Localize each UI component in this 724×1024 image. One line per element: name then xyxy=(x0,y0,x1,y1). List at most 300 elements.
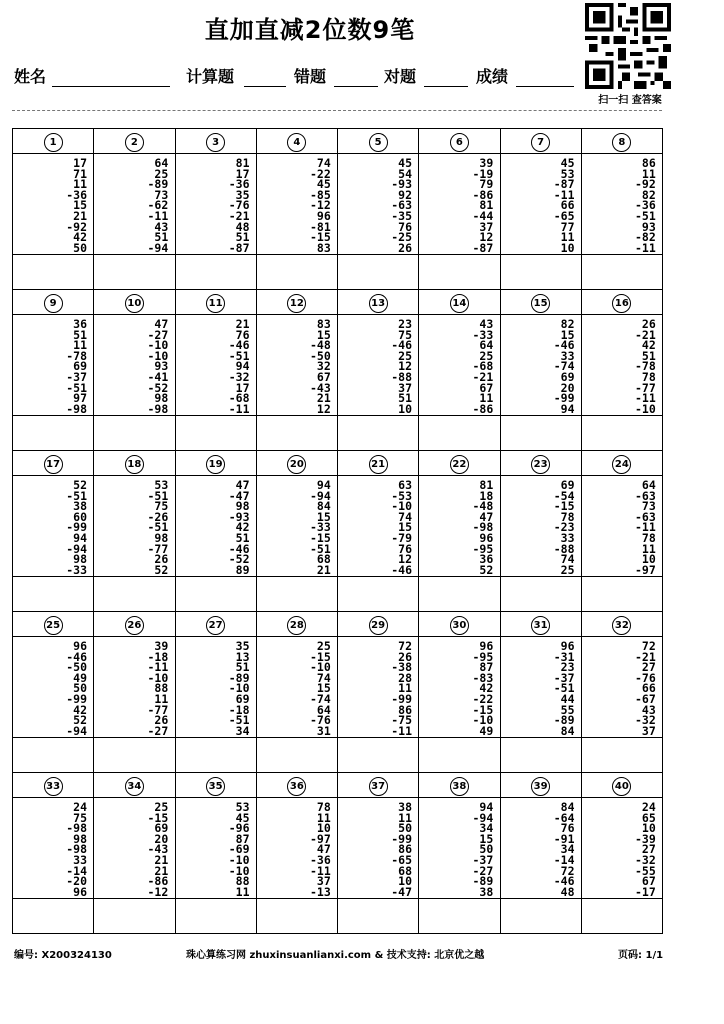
problem-value: 10 xyxy=(398,874,412,889)
problem-value: -91 xyxy=(553,831,575,846)
problem-value: -32 xyxy=(634,713,656,728)
problem-numbers-cell xyxy=(581,798,662,899)
problem-value: -23 xyxy=(553,520,575,535)
answer-cell[interactable] xyxy=(175,577,256,612)
problem-value: 11 xyxy=(398,810,412,825)
answer-cell[interactable] xyxy=(419,738,500,773)
problem-value: -87 xyxy=(553,177,575,192)
problem-value: -21 xyxy=(634,649,656,664)
problem-value: 34 xyxy=(235,723,250,738)
problem-value: -46 xyxy=(553,874,575,889)
answer-cell[interactable] xyxy=(94,738,175,773)
problem-value: -87 xyxy=(228,240,250,255)
problem-value: 72 xyxy=(398,639,412,653)
answer-cell[interactable] xyxy=(338,255,419,290)
problem-value: 45 xyxy=(316,177,331,192)
problem-column xyxy=(437,480,493,575)
problem-value: 53 xyxy=(560,166,575,181)
problem-value: -11 xyxy=(147,660,169,675)
problem-value: 63 xyxy=(398,478,412,492)
problem-value: -65 xyxy=(391,852,412,867)
problem-value: -11 xyxy=(634,520,656,535)
problem-value: 51 xyxy=(235,530,250,545)
problem-numbers-cell xyxy=(581,476,662,577)
problem-value: -99 xyxy=(391,691,412,706)
problem-number-cell xyxy=(581,773,662,798)
problem-value: 25 xyxy=(154,800,169,814)
problem-value: -38 xyxy=(391,660,412,675)
problem-column xyxy=(600,641,656,736)
problem-value: -94 xyxy=(66,723,87,738)
problem-number-cell xyxy=(175,290,256,315)
problem-value: -96 xyxy=(228,821,250,836)
problem-value: 96 xyxy=(316,208,331,223)
problem-value: -76 xyxy=(309,713,331,728)
problem-value: 67 xyxy=(316,369,331,384)
answer-cell[interactable] xyxy=(175,738,256,773)
answer-cell[interactable] xyxy=(419,416,500,451)
problem-number: 36 xyxy=(287,777,306,796)
problem-value: 78 xyxy=(560,509,575,524)
problem-number: 37 xyxy=(369,777,388,796)
problem-value: 34 xyxy=(479,821,494,836)
answer-cell[interactable] xyxy=(500,577,581,612)
answer-cell[interactable] xyxy=(256,577,337,612)
problem-number-cell xyxy=(338,129,419,154)
problem-value: 86 xyxy=(641,156,656,170)
problem-value: 49 xyxy=(479,723,494,738)
problem-value: 25 xyxy=(560,562,575,577)
problem-numbers-cell xyxy=(419,637,500,738)
problem-number: 27 xyxy=(206,616,225,635)
problem-number: 29 xyxy=(369,616,388,635)
problem-column xyxy=(356,158,412,253)
problem-value: -63 xyxy=(634,488,656,503)
problem-value: 71 xyxy=(73,166,87,181)
problem-value: -94 xyxy=(147,240,169,255)
problem-value: 76 xyxy=(398,541,412,556)
answer-cell[interactable] xyxy=(500,899,581,934)
answer-cell[interactable] xyxy=(581,255,662,290)
answer-cell[interactable] xyxy=(581,416,662,451)
problem-value: -43 xyxy=(309,380,331,395)
problem-value: -51 xyxy=(309,541,331,556)
problem-value: 96 xyxy=(73,884,87,899)
problem-value: -68 xyxy=(228,391,250,406)
problem-number-cell xyxy=(13,290,94,315)
problem-number-cell xyxy=(256,612,337,637)
problem-value: 93 xyxy=(154,359,169,374)
problem-value: -94 xyxy=(472,810,494,825)
problem-value: 55 xyxy=(560,702,575,717)
answer-cell[interactable] xyxy=(13,255,94,290)
problem-value: 94 xyxy=(316,478,331,492)
answer-cell[interactable] xyxy=(338,416,419,451)
problem-value: -94 xyxy=(66,541,87,556)
problem-value: 96 xyxy=(479,530,494,545)
problem-value: -26 xyxy=(147,509,169,524)
problem-column xyxy=(356,641,412,736)
problem-value: 51 xyxy=(235,230,250,245)
problem-value: 93 xyxy=(641,219,656,234)
answer-cell[interactable] xyxy=(175,899,256,934)
problem-value: -86 xyxy=(472,401,494,416)
problem-value: 53 xyxy=(154,478,169,492)
problem-value: -63 xyxy=(634,509,656,524)
problem-value: -50 xyxy=(309,348,331,363)
problem-value: -89 xyxy=(472,874,494,889)
answer-cell[interactable] xyxy=(338,577,419,612)
problem-value: -65 xyxy=(553,208,575,223)
problem-value: -11 xyxy=(147,208,169,223)
problem-value: 47 xyxy=(479,509,494,524)
problem-value: 84 xyxy=(560,800,575,814)
problem-value: -98 xyxy=(66,821,87,836)
problem-value: -74 xyxy=(309,691,331,706)
problem-value: 69 xyxy=(560,369,575,384)
problem-value: 84 xyxy=(560,723,575,738)
problem-value: -52 xyxy=(228,552,250,567)
problem-value: -46 xyxy=(228,541,250,556)
problem-value: -15 xyxy=(309,530,331,545)
problem-value: -10 xyxy=(228,863,250,878)
problem-value: -89 xyxy=(553,713,575,728)
problem-numbers-cell xyxy=(175,798,256,899)
problem-numbers-cell xyxy=(338,154,419,255)
problem-number-cell xyxy=(256,773,337,798)
problem-value: 76 xyxy=(235,327,250,342)
problem-value: 69 xyxy=(73,359,87,374)
problem-value: -10 xyxy=(228,852,250,867)
problem-number-cell xyxy=(338,612,419,637)
problem-value: -77 xyxy=(634,380,656,395)
problem-value: -82 xyxy=(634,230,656,245)
answer-cell[interactable] xyxy=(94,577,175,612)
problem-value: -10 xyxy=(147,670,169,685)
problem-numbers-cell xyxy=(94,798,175,899)
problem-number: 14 xyxy=(450,294,469,313)
problem-value: 69 xyxy=(154,821,169,836)
cut-line xyxy=(12,110,662,111)
problem-value: 50 xyxy=(479,842,494,857)
problem-value: -51 xyxy=(147,488,169,503)
problem-number: 5 xyxy=(369,133,388,152)
answer-cell[interactable] xyxy=(256,899,337,934)
problem-value: 36 xyxy=(73,317,87,331)
problem-value: 48 xyxy=(560,884,575,899)
answer-cell[interactable] xyxy=(256,416,337,451)
problem-value: 64 xyxy=(316,702,331,717)
problem-value: -31 xyxy=(553,649,575,664)
problem-number: 34 xyxy=(125,777,144,796)
problem-number: 20 xyxy=(287,455,306,474)
problem-column xyxy=(275,158,331,253)
problem-value: -98 xyxy=(472,520,494,535)
problem-value: 98 xyxy=(73,552,87,567)
problem-value: 78 xyxy=(641,530,656,545)
answer-cell[interactable] xyxy=(338,738,419,773)
problem-value: -83 xyxy=(472,670,494,685)
problem-value: 28 xyxy=(398,670,412,685)
problem-number: 2 xyxy=(125,133,144,152)
problem-number-cell xyxy=(581,290,662,315)
problem-value: 89 xyxy=(235,562,250,577)
problem-value: 25 xyxy=(316,639,331,653)
problem-number: 25 xyxy=(44,616,63,635)
problem-value: 43 xyxy=(154,219,169,234)
problem-number-cell xyxy=(500,290,581,315)
problem-value: -27 xyxy=(472,863,494,878)
problem-number: 7 xyxy=(531,133,550,152)
problem-column xyxy=(31,158,87,253)
problem-value: -68 xyxy=(472,359,494,374)
right-count-label: 对题 xyxy=(384,67,417,86)
problem-column xyxy=(112,480,168,575)
answer-cell[interactable] xyxy=(175,416,256,451)
score-field[interactable] xyxy=(516,86,574,87)
problem-value: -92 xyxy=(634,177,656,192)
problem-value: -92 xyxy=(66,219,87,234)
problem-value: -87 xyxy=(472,240,494,255)
problem-value: -10 xyxy=(391,499,412,514)
problem-value: 15 xyxy=(316,681,331,696)
answer-cell[interactable] xyxy=(419,577,500,612)
problem-number: 12 xyxy=(287,294,306,313)
answer-cell[interactable] xyxy=(256,738,337,773)
problem-number: 24 xyxy=(612,455,631,474)
answer-cell[interactable] xyxy=(419,899,500,934)
problem-value: 23 xyxy=(398,317,412,331)
problem-number-cell xyxy=(419,451,500,476)
problem-value: -32 xyxy=(228,369,250,384)
problem-value: 42 xyxy=(73,230,87,245)
problem-column xyxy=(112,802,168,897)
problem-number-cell xyxy=(94,773,175,798)
problem-column xyxy=(519,480,575,575)
problem-value: -99 xyxy=(391,831,412,846)
answer-cell[interactable] xyxy=(13,577,94,612)
problem-value: -17 xyxy=(634,884,656,899)
problem-number-cell xyxy=(175,129,256,154)
problem-value: 25 xyxy=(154,166,169,181)
problem-value: 38 xyxy=(398,800,412,814)
problem-value: -51 xyxy=(228,348,250,363)
problem-value: 51 xyxy=(398,391,412,406)
problem-number-cell xyxy=(256,129,337,154)
problem-value: -12 xyxy=(147,884,169,899)
problem-value: 44 xyxy=(560,691,575,706)
problem-value: 13 xyxy=(235,649,250,664)
problem-number: 10 xyxy=(125,294,144,313)
problem-value: 15 xyxy=(316,509,331,524)
problem-value: -99 xyxy=(553,391,575,406)
problem-number-cell xyxy=(500,129,581,154)
problem-value: 73 xyxy=(641,499,656,514)
problem-value: -99 xyxy=(66,691,87,706)
problem-value: 82 xyxy=(560,317,575,331)
problem-value: -15 xyxy=(472,702,494,717)
qr-caption: 扫一扫 查答案 xyxy=(598,95,662,106)
problem-numbers-cell xyxy=(13,798,94,899)
problem-value: 20 xyxy=(154,831,169,846)
problem-value: 21 xyxy=(316,562,331,577)
problem-value: -95 xyxy=(472,649,494,664)
problem-number-cell xyxy=(175,612,256,637)
problem-value: 25 xyxy=(398,348,412,363)
problem-value: 47 xyxy=(235,478,250,492)
problem-value: -93 xyxy=(391,177,412,192)
problem-value: -78 xyxy=(634,359,656,374)
answer-cell[interactable] xyxy=(94,255,175,290)
problem-value: 12 xyxy=(398,359,412,374)
problem-number-cell xyxy=(256,290,337,315)
problem-column xyxy=(356,319,412,414)
problem-value: 60 xyxy=(73,509,87,524)
answer-cell[interactable] xyxy=(338,899,419,934)
answer-cell[interactable] xyxy=(13,416,94,451)
problem-value: 42 xyxy=(73,702,87,717)
problem-value: 27 xyxy=(641,660,656,675)
problem-value: 66 xyxy=(560,198,575,213)
problem-number: 32 xyxy=(612,616,631,635)
problem-value: -33 xyxy=(66,562,87,577)
problem-number-cell xyxy=(13,773,94,798)
problem-value: -10 xyxy=(472,713,494,728)
problem-value: 51 xyxy=(73,327,87,342)
problem-number-cell xyxy=(338,290,419,315)
problem-value: -39 xyxy=(634,831,656,846)
problem-value: -51 xyxy=(228,713,250,728)
problem-number-cell xyxy=(13,129,94,154)
wrong-count-field[interactable] xyxy=(334,86,378,87)
problem-value: 76 xyxy=(560,821,575,836)
problem-number-cell xyxy=(419,290,500,315)
problem-value: 21 xyxy=(154,852,169,867)
problem-value: 15 xyxy=(73,198,87,213)
problem-value: 26 xyxy=(154,713,169,728)
right-count-field[interactable] xyxy=(424,86,468,87)
problem-value: 64 xyxy=(641,478,656,492)
footer-page: 页码: 1/1 xyxy=(618,950,664,961)
answer-cell[interactable] xyxy=(581,577,662,612)
problem-value: -51 xyxy=(553,681,575,696)
problem-value: -11 xyxy=(391,723,412,738)
qr-code[interactable] xyxy=(585,3,671,89)
problem-value: 79 xyxy=(479,177,494,192)
problem-value: -88 xyxy=(553,541,575,556)
problem-value: 47 xyxy=(316,842,331,857)
answer-cell[interactable] xyxy=(500,255,581,290)
problem-numbers-cell xyxy=(256,315,337,416)
problem-value: -86 xyxy=(147,874,169,889)
problem-number: 13 xyxy=(369,294,388,313)
problem-column xyxy=(600,319,656,414)
problem-value: 50 xyxy=(73,240,87,255)
problem-value: 67 xyxy=(479,380,494,395)
problem-value: 75 xyxy=(73,810,87,825)
answer-cell[interactable] xyxy=(94,416,175,451)
problem-value: -15 xyxy=(309,649,331,664)
problem-value: 39 xyxy=(154,639,169,653)
answer-cell[interactable] xyxy=(94,899,175,934)
answer-cell[interactable] xyxy=(256,255,337,290)
problem-value: -47 xyxy=(391,884,412,899)
footer-site[interactable]: 珠心算练习网 zhuxinsuanlianxi.com & 技术支持: 北京优之越 xyxy=(186,950,485,961)
problem-number-cell xyxy=(256,451,337,476)
problem-column xyxy=(275,319,331,414)
problem-value: -15 xyxy=(147,810,169,825)
problem-numbers-cell xyxy=(419,476,500,577)
problem-column xyxy=(112,319,168,414)
problem-number-cell xyxy=(581,129,662,154)
problem-column xyxy=(275,480,331,575)
problem-value: -10 xyxy=(147,348,169,363)
answer-cell[interactable] xyxy=(500,738,581,773)
answer-cell[interactable] xyxy=(419,255,500,290)
problem-column xyxy=(437,641,493,736)
problem-number-cell xyxy=(175,773,256,798)
problem-number-cell xyxy=(500,451,581,476)
problem-value: 27 xyxy=(641,842,656,857)
answer-cell[interactable] xyxy=(13,738,94,773)
problem-value: -77 xyxy=(147,541,169,556)
problem-value: 66 xyxy=(641,681,656,696)
problem-value: 83 xyxy=(316,317,331,331)
problem-value: -95 xyxy=(472,541,494,556)
problem-value: 43 xyxy=(479,317,494,331)
problem-value: -35 xyxy=(391,208,412,223)
calc-count-field[interactable] xyxy=(244,86,286,87)
problem-value: 11 xyxy=(73,177,87,192)
problem-number: 21 xyxy=(369,455,388,474)
answer-cell[interactable] xyxy=(500,416,581,451)
problem-column xyxy=(194,641,250,736)
problem-value: 17 xyxy=(73,156,87,170)
problem-value: 10 xyxy=(641,821,656,836)
problem-number-cell xyxy=(500,773,581,798)
answer-cell[interactable] xyxy=(175,255,256,290)
problem-value: 11 xyxy=(154,691,169,706)
problem-value: -18 xyxy=(147,649,169,664)
problem-value: 74 xyxy=(398,509,412,524)
problem-value: -98 xyxy=(66,842,87,857)
problem-value: 69 xyxy=(235,691,250,706)
problem-value: 52 xyxy=(479,562,494,577)
answer-cell[interactable] xyxy=(581,738,662,773)
problem-numbers-cell xyxy=(500,798,581,899)
problem-number-cell xyxy=(581,612,662,637)
name-field[interactable] xyxy=(52,86,170,87)
problem-value: 72 xyxy=(641,639,656,653)
problem-number: 1 xyxy=(44,133,63,152)
problem-value: 97 xyxy=(73,391,87,406)
problem-numbers-cell xyxy=(500,154,581,255)
problem-value: -55 xyxy=(634,863,656,878)
problem-value: 21 xyxy=(73,208,87,223)
problem-number-cell xyxy=(94,129,175,154)
problem-numbers-cell xyxy=(256,154,337,255)
problem-column xyxy=(194,158,250,253)
problem-column xyxy=(600,802,656,897)
problem-value: -79 xyxy=(391,530,412,545)
answer-cell[interactable] xyxy=(13,899,94,934)
problem-value: 12 xyxy=(316,401,331,416)
answer-cell[interactable] xyxy=(581,899,662,934)
problem-value: -41 xyxy=(147,369,169,384)
problem-value: -88 xyxy=(391,369,412,384)
problem-value: 74 xyxy=(560,552,575,567)
problem-number: 33 xyxy=(44,777,63,796)
